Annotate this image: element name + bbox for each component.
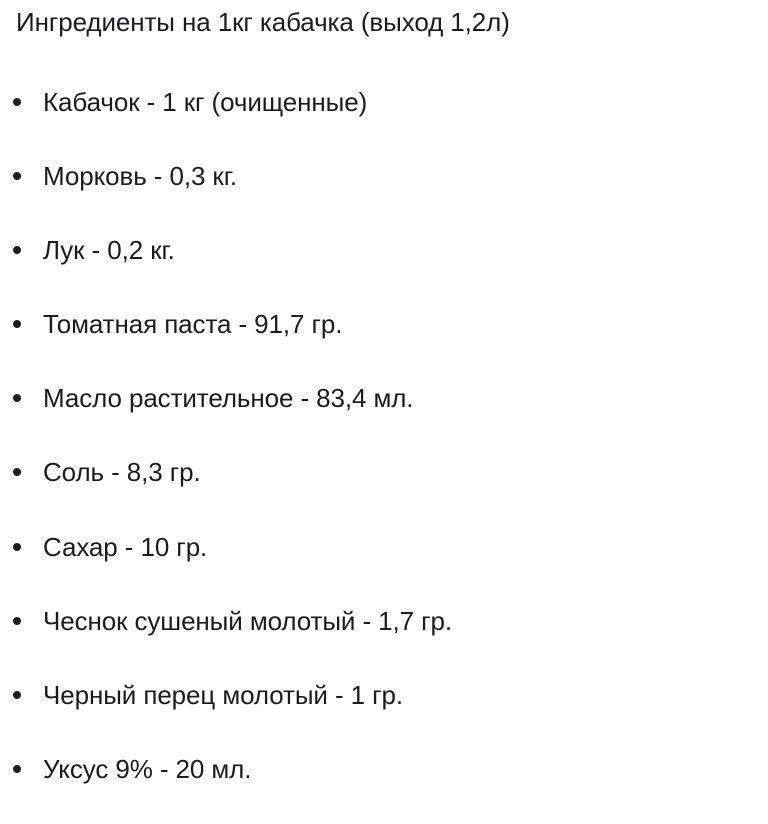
list-item [0, 231, 768, 305]
ingredient-text: Соль - 8,3 гр. [43, 457, 201, 488]
bullet-icon [13, 543, 21, 551]
ingredient-text: Чеснок сушеный молотый - 1,7 гр. [43, 605, 452, 636]
list-item [0, 305, 768, 379]
ingredient-text: Масло растительное - 83,4 мл. [43, 383, 414, 414]
ingredients-heading: Ингредиенты на 1кг кабачка (выход 1,2л) [16, 7, 510, 37]
ingredient-text: Сахар - 10 гр. [43, 531, 208, 562]
bullet-icon [13, 617, 21, 625]
ingredients-list [0, 83, 768, 824]
ingredient-text: Черный перец молотый - 1 гр. [43, 679, 404, 710]
bullet-icon [13, 394, 21, 402]
list-item [0, 676, 768, 750]
list-item [0, 157, 768, 231]
ingredient-text: Кабачок - 1 кг (очищенные) [43, 87, 368, 117]
bullet-icon [13, 691, 21, 699]
bullet-icon [13, 246, 21, 254]
ingredient-text: Томатная паста - 91,7 гр. [43, 309, 343, 340]
bullet-icon [13, 468, 21, 476]
list-item [0, 602, 768, 676]
bullet-icon [13, 765, 21, 773]
ingredient-text: Лук - 0,2 кг. [43, 235, 175, 266]
bullet-icon [13, 98, 21, 106]
list-item [0, 750, 768, 824]
list-item [0, 379, 768, 453]
ingredient-text: Морковь - 0,3 кг. [43, 161, 238, 192]
list-item [0, 528, 768, 602]
list-item [0, 83, 768, 157]
ingredient-text: Уксус 9% - 20 мл. [43, 753, 252, 784]
bullet-icon [13, 172, 21, 180]
bullet-icon [13, 320, 21, 328]
list-item [0, 453, 768, 527]
